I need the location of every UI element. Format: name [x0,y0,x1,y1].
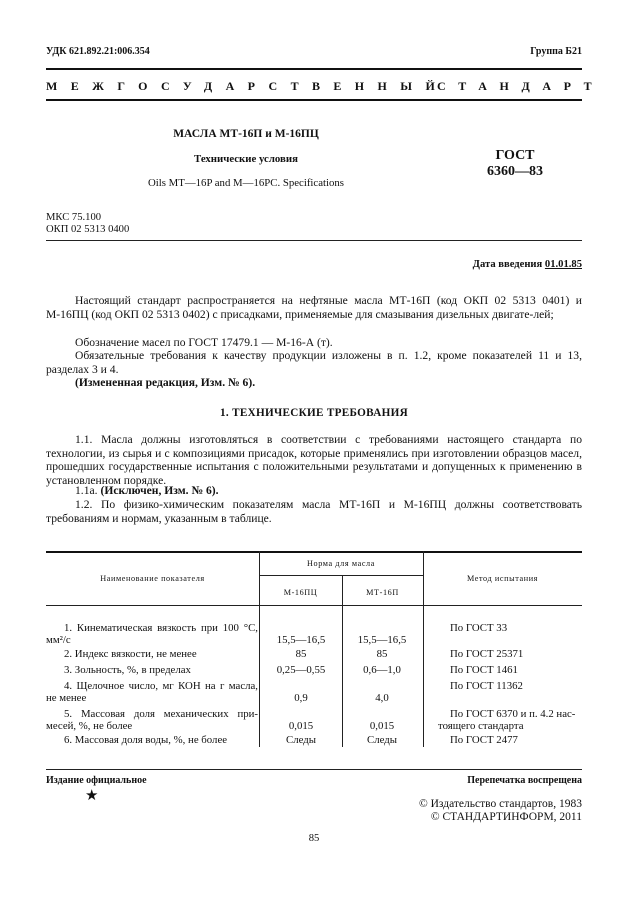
table-row-2-method: По ГОСТ 25371 [450,648,524,660]
table-row-6-name: 6. Массовая доля воды, %, не более [64,734,228,746]
table-row-2-mt16p: 85 [376,648,388,660]
table-row-1-name [46,622,258,647]
table-row-5-mt16p: 0,015 [369,720,395,732]
intro-paragraph-amendment: (Измененная редакция, Изм. № 6). [75,376,256,389]
table-row-3-mt16p: 0,6—1,0 [363,664,401,676]
table-row-5-m16pc: 0,015 [288,720,314,732]
official-edition: Издание официальное [46,775,147,786]
footer-rule [46,769,582,770]
reprint-prohibited: Перепечатка воспрещена [467,775,582,786]
table-row-1-method: По ГОСТ 33 [450,622,508,634]
table-row-1-m16pc: 15,5—16,5 [276,634,326,646]
table-row-6-method: По ГОСТ 2477 [450,734,518,746]
table-row-2-m16pc: 85 [295,648,307,660]
section-paragraph-1-2: 1.2. По физико-химическим показателям масла МТ-16П и М-16ПЦ должны соответствовать требованиям и нормам, указанным в таблице. [46,498,582,525]
copyright-publisher: © Издательство стандартов, 1983 [418,798,582,810]
effective-date-label: Дата введения [472,259,543,270]
column-header-name: Наименование показателя [100,574,205,583]
table-row-2-name: 2. Индекс вязкости, не менее [64,648,197,660]
banner-interstate: МЕЖГОСУДАРСТВЕННЫЙ [46,79,449,93]
paragraph-1-1a-number: 1.1а. [75,484,98,497]
table-row-4-mt16p: 4,0 [375,692,389,704]
okp-code: ОКП 02 5313 0400 [46,224,130,235]
table-row-4-name: 4. Щелочное число, мг КОН на г масла, не менее [46,680,258,705]
banner-bottom-rule [46,99,582,101]
udk-code: УДК 621.892.21:006.354 [46,46,150,57]
intro-paragraph-requirements: Обязательные требования к качеству продукции изложены в п. 1.2, кроме показателей 11 и 13, разделах 3 и 4. [46,349,582,376]
column-header-m16pc: М-16ПЦ [283,588,318,597]
paragraph-1-1a-text: (Исключен, Изм. № 6). [100,484,219,497]
standard-title: МАСЛА МТ-16П и М-16ПЦ [173,128,319,140]
table-vline-1 [259,551,260,747]
star-icon: ★ [85,788,99,804]
classification-rule [46,240,582,241]
section-heading: 1. ТЕХНИЧЕСКИЕ ТРЕБОВАНИЯ [219,407,409,419]
table-row-3-method: По ГОСТ 1461 [450,664,518,676]
column-header-norm: Норма для масла [307,559,375,568]
table-row-3-m16pc: 0,25—0,55 [276,664,326,676]
effective-date [473,259,582,270]
table-row-5-name: 5. Массовая доля механических при-месей, %, не более [46,708,258,733]
table-row-6-mt16p: Следы [367,734,397,746]
section-paragraph-1-1a [46,484,582,498]
gost-number: 6360—83 [487,164,543,179]
table-row-6-m16pc: Следы [286,734,316,746]
intro-paragraph-scope: Настоящий стандарт распространяется на нефтяные масла МТ-16П (код ОКП 02 5313 0401) и М-16ПЦ (код ОКП 02 5313 0402) с присадками, применяемые для смазывания дизельных двигате-лей; [46,294,582,321]
mks-code: МКС 75.100 [46,212,102,223]
table-norm-divider [259,575,423,576]
table-row-4-m16pc: 0,9 [294,692,308,704]
intro-paragraph-designation: Обозначение масел по ГОСТ 17479.1 — М-16-А (т). [75,336,333,349]
standard-subtitle: Технические условия [194,153,298,165]
table-row-1-mt16p: 15,5—16,5 [357,634,407,646]
row-1-name-text: 1. Кинематическая вязкость при 100 °С, мм²/с [46,622,258,647]
banner-standard: СТАНДАРТ [437,79,605,93]
top-rule [46,68,582,70]
column-header-method: Метод испытания [466,574,539,583]
column-header-mt16p: МТ-16П [366,588,399,597]
page-number: 85 [308,833,320,844]
group-code: Группа Б21 [530,46,582,57]
table-row-3-name: 3. Зольность, %, в пределах [64,664,191,676]
gost-label: ГОСТ [495,148,535,163]
requirements-table [46,551,582,747]
standard-english-title: Oils MT—16P and M—16PC. Specifications [147,177,345,189]
table-header-bottom [46,605,582,606]
table-row-5-method: По ГОСТ 6370 и п. 4.2 нас-тоящего стандарта [438,708,576,733]
copyright-standartinform: © СТАНДАРТИНФОРМ, 2011 [430,811,582,823]
table-top-border [46,551,582,553]
section-paragraph-1-1: 1.1. Масла должны изготовляться в соответствии с требованиями настоящего стандарта по технологии, из сырья и с композициями присадок, которые применялись при изготовлении образцов масел, прошедших государственные испытания с положительными результатами и допущенных к применению в установленном порядке. [46,433,582,487]
table-row-4-method: По ГОСТ 11362 [450,680,523,692]
effective-date-value: 01.01.85 [544,259,582,270]
